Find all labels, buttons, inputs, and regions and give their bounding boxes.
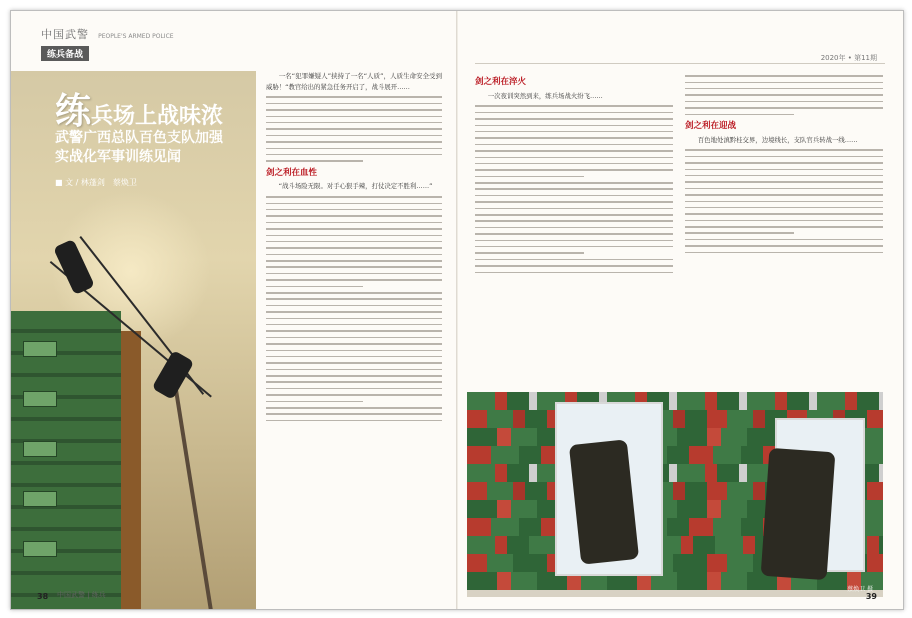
page-number: 38 xyxy=(37,592,49,601)
headline-rest: 兵场上战味浓 xyxy=(91,103,224,129)
left-page xyxy=(11,11,457,609)
issue-label: 2020年 • 第11期 xyxy=(820,54,877,62)
training-photo xyxy=(467,392,883,597)
left-text-column xyxy=(266,71,442,586)
subtitle xyxy=(55,129,255,167)
masthead xyxy=(41,23,174,61)
subtitle-line: 武警广西总队百色支队加强 xyxy=(55,130,223,146)
section-lead: 一次夜训突然到来，练兵场战火纷飞…… xyxy=(487,91,603,100)
section-heading: 剑之利在迎战 xyxy=(685,121,737,132)
section-heading: 剑之利在血性 xyxy=(266,167,318,178)
right-text-column-2 xyxy=(685,71,883,386)
page-number: 39 xyxy=(865,592,877,601)
right-text-column-1 xyxy=(475,71,673,386)
intro-paragraph: 一名“犯罪嫌疑人”挟持了一名“人质”，人质生命安全受到威胁！“教官给出的紧急任务开启了，战斗展开…… xyxy=(266,72,442,91)
section-lead: “战斗场险无限。对手心狠手辣，打仗决定不胜利……” xyxy=(278,182,433,191)
magazine-spread xyxy=(10,10,904,610)
soldier-jumping xyxy=(761,448,836,580)
magazine-name: 中国武警 xyxy=(41,28,89,41)
photo-credit: 蔡焕卫 摄 xyxy=(847,586,873,593)
soldier-jumping xyxy=(569,439,639,564)
section-tag: 练兵备战 xyxy=(41,46,89,61)
headline xyxy=(55,83,223,134)
magazine-name-en: PEOPLE'S ARMED POLICE xyxy=(98,33,174,40)
section-heading: 剑之利在淬火 xyxy=(475,77,527,87)
section-lead: 百色地处滇黔桂交界，边境线长，支队官兵转战一线…… xyxy=(697,135,858,144)
right-page xyxy=(457,11,903,609)
folio: 中国武警 | 练兵 xyxy=(57,591,106,599)
training-tower xyxy=(11,311,121,609)
headline-first-char: 练 xyxy=(55,90,92,132)
byline: ■ 文 / 林蓬剑 蔡焕卫 xyxy=(55,178,137,187)
subtitle-line: 实战化军事训练见闻 xyxy=(55,149,181,165)
